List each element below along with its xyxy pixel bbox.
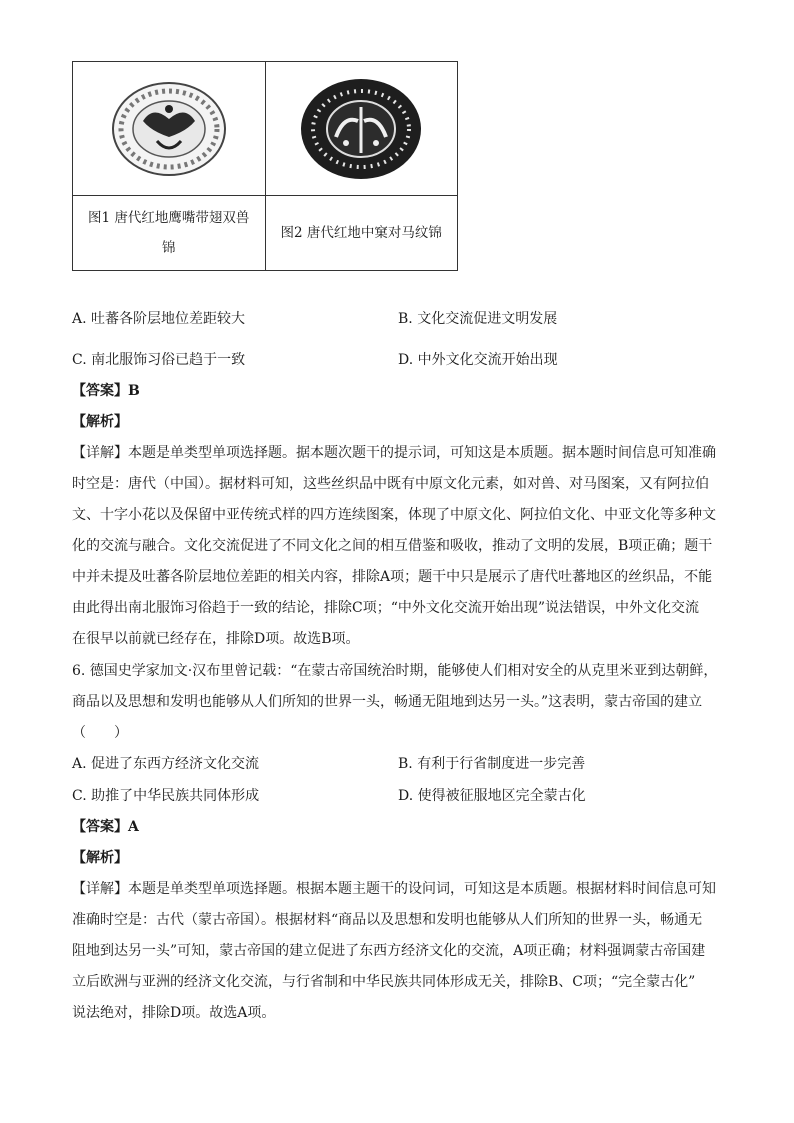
q6-detail-line: 【详解】本题是单类型单项选择题。根据本题主题干的设问词，可知这是本质题。根据材料时间信息可知: [72, 881, 716, 897]
q6-option-d: D. 使得被征服地区完全蒙古化: [398, 788, 586, 804]
figure-2-caption: 图2 唐代红地中窠对马纹锦: [265, 196, 458, 271]
q5-detail-line: 中并未提及吐蕃各阶层地位差距的相关内容，排除A项；题干中只是展示了唐代吐蕃地区的丝织品，不能: [72, 569, 713, 585]
q5-detail-line: 【详解】本题是单类型单项选择题。据本题次题干的提示词，可知这是本质题。据本题时间信息可知准确: [72, 445, 716, 461]
figure-1-cell: [73, 62, 266, 196]
q5-option-c: C. 南北服饰习俗已趋于一致: [72, 352, 246, 368]
q5-answer: 【答案】B: [72, 383, 140, 399]
q6-stem-line: 商品以及思想和发明也能够从人们所知的世界一头，畅通无阻地到达另一头。”这表明，蒙古帝国的建立: [72, 694, 703, 710]
q6-detail-line: 立后欧洲与亚洲的经济文化交流，与行省制和中华民族共同体形成无关，排除B、C项；“完全蒙古化”: [72, 974, 696, 990]
q6-detail-line: 阻地到达另一头”可知，蒙古帝国的建立促进了东西方经济文化的交流，A项正确；材料强调蒙古帝国建: [72, 943, 706, 959]
figure-table: [72, 61, 458, 271]
q5-detail-line: 化的交流与融合。文化交流促进了不同文化之间的相互借鉴和吸收，推动了文明的发展，B项正确；题干: [72, 538, 713, 554]
figure-1-caption: 图1 唐代红地鹰嘴带翅双兽锦: [73, 196, 266, 271]
q5-detail-line: 由此得出南北服饰习俗趋于一致的结论，排除C项；“中外文化交流开始出现”说法错误，中外文化交流: [72, 600, 700, 616]
q5-option-d: D. 中外文化交流开始出现: [398, 352, 558, 368]
q5-detail-line: 在很早以前就已经存在，排除D项。故选B项。: [72, 631, 360, 647]
q6-analysis-label: 【解析】: [72, 850, 128, 866]
q5-detail-line: 文、十字小花以及保留中亚传统式样的四方连续图案，体现了中原文化、阿拉伯文化、中亚文化等多种文: [72, 507, 716, 523]
q6-stem-line: （ ）: [72, 725, 128, 741]
q6-option-a: A. 促进了东西方经济文化交流: [72, 756, 260, 772]
figure-2-cell: [265, 62, 458, 196]
q5-option-a: A. 吐蕃各阶层地位差距较大: [72, 311, 246, 327]
q5-detail-line: 时空是：唐代（中国）。据材料可知，这些丝织品中既有中原文化元素，如对兽、对马图案，又有阿拉伯: [72, 476, 709, 492]
q6-detail-line: 准确时空是：古代（蒙古帝国）。根据材料“商品以及思想和发明也能够从人们所知的世界一头，畅通无: [72, 912, 703, 928]
q5-option-b: B. 文化交流促进文明发展: [398, 311, 558, 327]
brocade-roundel-image-1: [109, 79, 229, 179]
brocade-roundel-image-2: [296, 77, 426, 181]
q6-detail-line: 说法绝对，排除D项。故选A项。: [72, 1005, 276, 1021]
q6-option-c: C. 助推了中华民族共同体形成: [72, 788, 260, 804]
q6-stem-line: 6. 德国史学家加文·汉布里曾记载：“在蒙古帝国统治时期，能够使人们相对安全的从克里米亚到达朝鲜，: [72, 663, 718, 679]
q6-option-b: B. 有利于行省制度进一步完善: [398, 756, 586, 772]
q5-analysis-label: 【解析】: [72, 414, 128, 430]
q6-answer: 【答案】A: [72, 819, 139, 835]
